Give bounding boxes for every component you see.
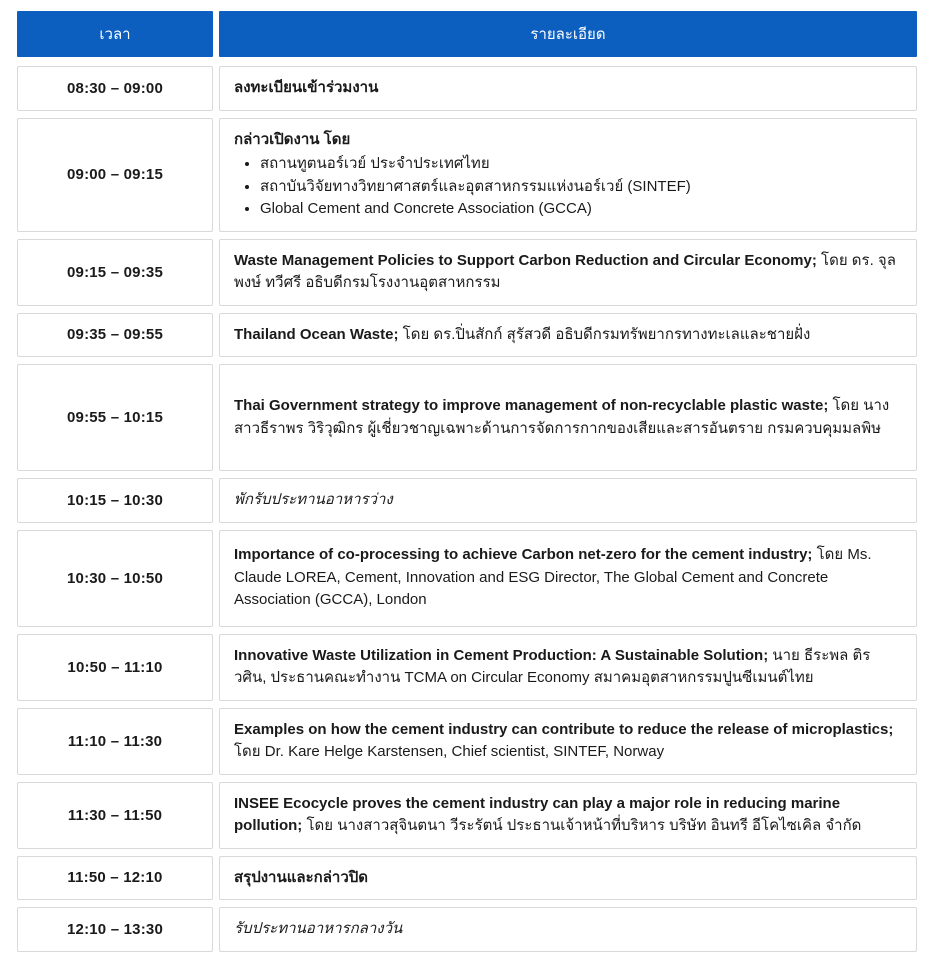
detail-cell [219, 66, 917, 111]
time-cell: 11:10 – 11:30 [17, 708, 213, 775]
detail-text: Thailand Ocean Waste; โดย ดร.ปิ่นสักก์ สุรัสวดี อธิบดีกรมทรัพยากรทางทะเลและชายฝั่ง [234, 325, 811, 343]
detail-text: กล่าวเปิดงาน โดย • สถานทูตนอร์เวย์ ประจำประเทศไทย • สถาบันวิจัยทางวิทยาศาสตร์และอุตสาหกรรมแห่งนอร์เวย์ (SINTEF) • Global Cement and Concrete Association (GCCA) [234, 129, 691, 221]
agenda-row [17, 530, 917, 627]
detail-text: สรุปงานและกล่าวปิด [234, 868, 369, 886]
time-cell: 11:30 – 11:50 [17, 782, 213, 849]
time-cell: 12:10 – 13:30 [17, 907, 213, 952]
detail-text: ลงทะเบียนเข้าร่วมงาน [234, 79, 379, 96]
agenda-row [17, 364, 917, 471]
table-header-row [17, 11, 917, 57]
agenda-row [17, 313, 917, 358]
agenda-row [17, 118, 917, 232]
time-cell: 09:55 – 10:15 [17, 364, 213, 471]
agenda-row [17, 907, 917, 952]
detail-text: รับประทานอาหารกลางวัน [234, 920, 403, 937]
detail-text: Innovative Waste Utilization in Cement Production: A Sustainable Solution; นาย ธีระพล ติรวศิน, ประธานคณะทำงาน TCMA on Circular Economy สมาคมอุตสาหกรรมปูนซีเมนต์ไทย [234, 646, 871, 686]
detail-cell [219, 364, 917, 471]
time-cell: 11:50 – 12:10 [17, 856, 213, 901]
time-cell: 08:30 – 09:00 [17, 66, 213, 111]
bullet-item: • สถาบันวิจัยทางวิทยาศาสตร์และอุตสาหกรรมแห่งนอร์เวย์ (SINTEF) [260, 176, 691, 199]
detail-cell [219, 118, 917, 232]
bullet-list [234, 153, 691, 221]
time-column-header: เวลา [17, 11, 213, 57]
agenda-row [17, 708, 917, 775]
agenda-table [17, 11, 917, 952]
detail-text: Thai Government strategy to improve management of non-recyclable plastic waste; โดย นางสาวธีราพร วิริวุฒิกร ผู้เชี่ยวชาญเฉพาะด้านการจัดการกากของเสียและสารอันตราย กรมควบคุมมลพิษ [234, 397, 890, 437]
detail-text: INSEE Ecocycle proves the cement industry can play a major role in reducing marine pollution; โดย นางสาวสุจินตนา วีระรัตน์ ประธานเจ้าหน้าที่บริหาร บริษัท อินทรี อีโคไซเคิล จำกัด [234, 794, 862, 834]
agenda-row [17, 782, 917, 849]
bullet-item: • Global Cement and Concrete Association (GCCA) [260, 198, 691, 221]
detail-text: Examples on how the cement industry can contribute to reduce the release of microplastics; โดย Dr. Kare Helge Karstensen, Chief scientist, SINTEF, Norway [234, 720, 894, 760]
time-cell: 09:15 – 09:35 [17, 239, 213, 306]
detail-text: Importance of co-processing to achieve Carbon net-zero for the cement industry; โดย Ms. Claude LOREA, Cement, Innovation and ESG Director, The Global Cement and Concrete Association (GCCA), London [234, 546, 872, 609]
detail-cell [219, 239, 917, 306]
agenda-row [17, 634, 917, 701]
time-cell: 09:00 – 09:15 [17, 118, 213, 232]
time-cell: 10:50 – 11:10 [17, 634, 213, 701]
detail-text: Waste Management Policies to Support Carbon Reduction and Circular Economy; โดย ดร. จุลพงษ์ ทวีศรี อธิบดีกรมโรงงานอุตสาหกรรม [234, 251, 896, 291]
detail-cell [219, 907, 917, 952]
detail-cell [219, 708, 917, 775]
detail-cell [219, 478, 917, 523]
table-body [17, 66, 917, 952]
agenda-row [17, 856, 917, 901]
detail-cell [219, 856, 917, 901]
bullet-item: • สถานทูตนอร์เวย์ ประจำประเทศไทย [260, 153, 691, 176]
time-cell: 10:15 – 10:30 [17, 478, 213, 523]
details-column-header: รายละเอียด [219, 11, 917, 57]
detail-cell [219, 634, 917, 701]
detail-cell [219, 530, 917, 627]
detail-cell [219, 782, 917, 849]
detail-text: พักรับประทานอาหารว่าง [234, 491, 393, 508]
detail-cell [219, 313, 917, 358]
agenda-row [17, 239, 917, 306]
time-cell: 10:30 – 10:50 [17, 530, 213, 627]
agenda-row [17, 478, 917, 523]
agenda-row [17, 66, 917, 111]
time-cell: 09:35 – 09:55 [17, 313, 213, 358]
